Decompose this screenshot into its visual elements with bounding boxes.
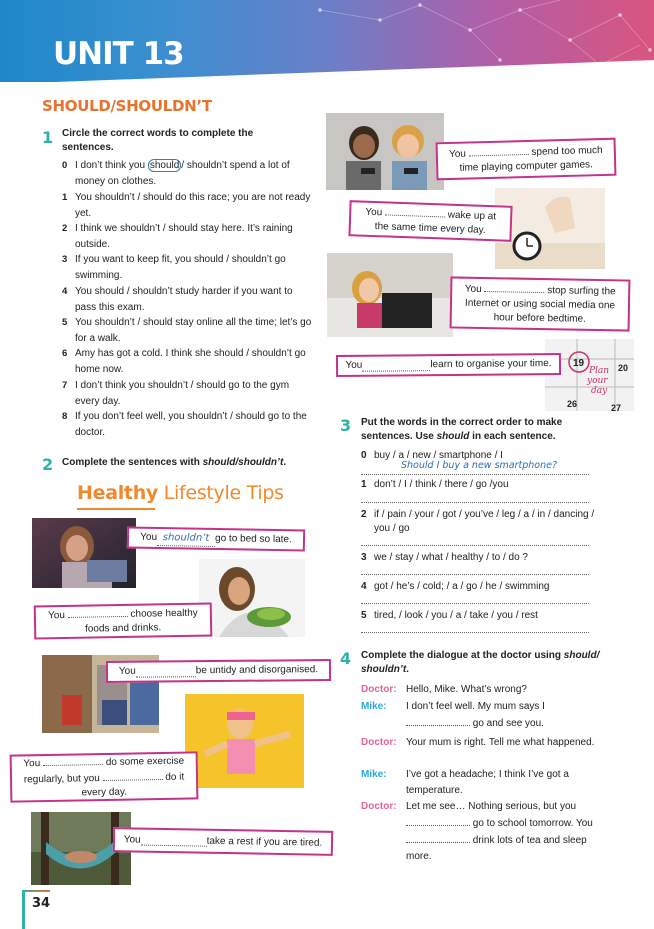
dialogue-line-1: Doctor: Hello, Mike. What’s wrong? <box>361 684 527 695</box>
dialogue-line-4: Mike: I’ve got a headache; I think I’ve got a temperature. <box>361 769 569 796</box>
woman-eating-salad-photo <box>199 559 305 637</box>
section-title: SHOULD/SHOULDN’T <box>42 97 212 115</box>
tip-4-blank-1[interactable] <box>43 754 103 766</box>
unit-title: UNIT 13 <box>53 36 184 72</box>
tips-underline <box>77 508 155 510</box>
tip-5-blank[interactable] <box>141 835 207 847</box>
tip-bubble-9[interactable]: You learn to organise your time. <box>336 353 561 377</box>
calendar-day-20: 20 <box>618 363 629 373</box>
dialogue-blank-1[interactable] <box>406 715 470 726</box>
ex3-answer-line-3[interactable] <box>361 574 589 575</box>
ex3-item-0: 0 buy / a / new / smartphone / I <box>361 450 503 461</box>
dialogue-blank-3[interactable] <box>406 832 470 843</box>
calendar-day-19: 19 <box>573 358 585 369</box>
ex3-item-1: 1 don’t / I / think / there / go /you <box>361 479 509 490</box>
dialogue-line-5: Doctor: Let me see… Nothing serious, but you go to school tomorrow. You drink lots of tea and sleep more. <box>361 801 593 862</box>
ex1-item-6[interactable]: 6 Amy has got a cold. I think she should / shouldn’t go home now. <box>62 348 306 375</box>
tip-9-blank[interactable] <box>362 360 430 372</box>
ex3-item-2: 2 if / pain / your / got / you’ve / leg / a / in / dancing / you / go <box>361 509 595 534</box>
ex1-item-3[interactable]: 3 If you want to keep fit, you should / shouldn’t go swimming. <box>62 254 286 281</box>
tip-4-blank-2[interactable] <box>102 769 162 781</box>
ex3-item-3: 3 we / stay / what / healthy / to / do ? <box>361 552 528 563</box>
calendar-note: Plan <box>589 366 610 376</box>
calendar-day-26: 26 <box>567 399 578 409</box>
tip-1-answer[interactable]: shouldn’t <box>157 530 215 546</box>
circled-answer[interactable]: should <box>149 160 180 171</box>
tip-bubble-4[interactable]: You do some exercise regularly, but you do it every day. <box>10 751 199 802</box>
svg-text:day: day <box>591 386 608 396</box>
tip-8-blank[interactable] <box>484 281 544 293</box>
exercise-3-instruction: Put the words in the correct order to make sentences. Use should in each sentence. <box>361 417 563 442</box>
girl-on-laptop-photo <box>32 518 136 588</box>
ex3-item-4: 4 got / he’s / cold; / a / go / he / swimming <box>361 581 550 592</box>
tip-bubble-7[interactable]: You wake up at the same time every day. <box>348 200 512 242</box>
tip-bubble-6[interactable]: You spend too much time playing computer games. <box>436 138 617 181</box>
woman-exercising-photo <box>185 694 304 788</box>
tip-3-blank[interactable] <box>136 666 196 678</box>
tip-bubble-8[interactable]: You stop surfing the Internet or using social media one hour before bedtime. <box>450 276 631 331</box>
tip-bubble-1[interactable]: You shouldn’t go to bed so late. <box>127 526 305 551</box>
exercise-4-number: 4 <box>340 649 352 668</box>
exercise-1-instruction: Circle the correct words to complete the sentences. <box>62 128 254 153</box>
ex1-item-2[interactable]: 2 I think we shouldn’t / should stay here. It’s raining outside. <box>62 223 293 250</box>
dialogue-line-2: Mike: I don’t feel well. My mum says I go and see you. <box>361 701 545 729</box>
svg-text:your: your <box>587 376 608 386</box>
dialogue-line-3: Doctor: Your mum is right. Tell me what happened. <box>361 737 595 748</box>
footer-accent <box>22 890 50 892</box>
ex1-item-4[interactable]: 4 You should / shouldn’t study harder if you want to pass this exam. <box>62 286 293 313</box>
exercise-4-instruction: Complete the dialogue at the doctor using should/ shouldn’t. <box>361 650 600 675</box>
unit-header-banner <box>0 0 654 82</box>
ex3-answer-line-5[interactable] <box>361 632 589 633</box>
tip-bubble-3[interactable]: You be untidy and disorganised. <box>106 659 331 683</box>
tip-bubble-5[interactable]: You take a rest if you are tired. <box>113 827 333 856</box>
girl-on-sofa-laptop-photo <box>327 253 453 337</box>
exercise-3-number: 3 <box>340 416 352 435</box>
dialogue-blank-2[interactable] <box>406 815 470 826</box>
boys-gaming-photo <box>326 113 444 190</box>
ex3-answer-line-1[interactable] <box>361 502 589 503</box>
tip-2-blank[interactable] <box>68 606 128 618</box>
exercise-1-number: 1 <box>42 128 54 147</box>
tip-bubble-2[interactable]: You choose healthy foods and drinks. <box>34 602 213 639</box>
tips-title: Healthy Lifestyle Tips <box>77 482 284 504</box>
ex1-item-1[interactable]: 1 You shouldn’t / should do this race; you are not ready yet. <box>62 192 311 219</box>
page-number: 34 <box>32 896 51 911</box>
calendar-day-27: 27 <box>611 403 622 411</box>
ex3-answer-line-2[interactable] <box>361 545 589 546</box>
tip-6-blank[interactable] <box>468 144 528 157</box>
ex1-item-5[interactable]: 5 You shouldn’t / should stay online all the time; let’s go for a walk. <box>62 317 312 344</box>
tip-7-blank[interactable] <box>385 204 445 217</box>
footer-bar <box>22 890 25 929</box>
ex3-answer-line-4[interactable] <box>361 603 589 604</box>
ex3-item-5: 5 tired, / look / you / a / take / you / rest <box>361 610 538 621</box>
ex1-item-0: 0 I don’t think you should / shouldn’t spend a lot of money on clothes. <box>62 160 290 187</box>
ex1-item-7[interactable]: 7 I don’t think you shouldn’t / should go to the gym every day. <box>62 380 290 407</box>
exercise-2-instruction: Complete the sentences with should/shouldn’t. <box>62 457 287 468</box>
exercise-2-number: 2 <box>42 455 54 474</box>
ex3-example-answer: Should I buy a new smartphone? <box>401 460 558 471</box>
ex1-item-8[interactable]: 8 If you don’t feel well, you shouldn’t / should go to the doctor. <box>62 411 307 438</box>
ex3-answer-line-0 <box>361 474 589 475</box>
